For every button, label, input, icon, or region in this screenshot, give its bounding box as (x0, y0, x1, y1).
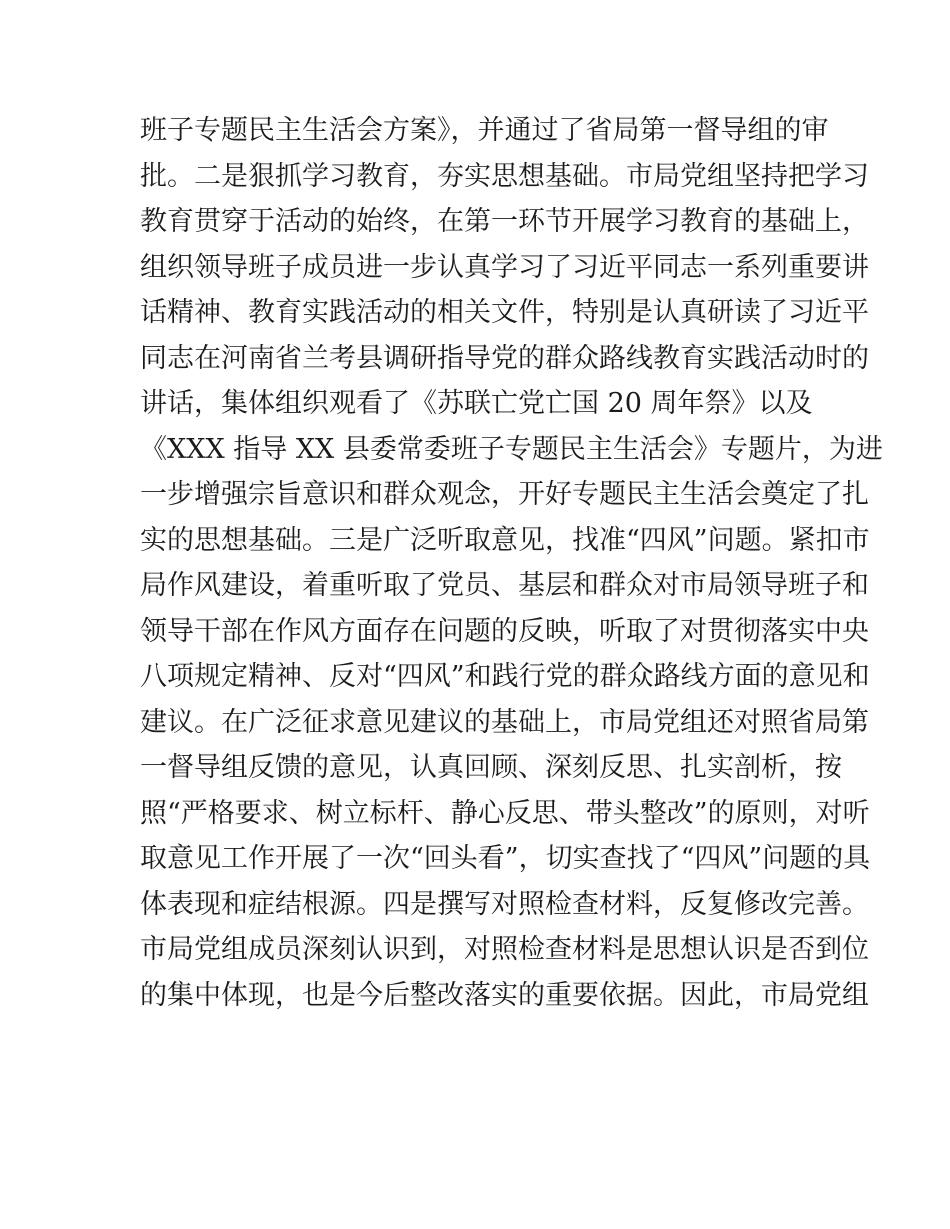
text-line: 局作风建设，着重听取了党员、基层和群众对市局领导班子和 (140, 570, 869, 601)
text-line: 取意见工作开展了一次“回头看”，切实查找了“四风”问题的具 (140, 843, 871, 874)
text-line: 一督导组反馈的意见，认真回顾、深刻反思、扎实剖析，按 (140, 752, 842, 783)
text-line: 实的思想基础。三是广泛听取意见，找准“四风”问题。紧扣市 (140, 524, 870, 556)
text-line: 话精神、教育实践活动的相关文件，特别是认真研读了习近平 (140, 297, 869, 328)
text-line: 班子专题民主生活会方案》，并通过了省局第一督导组的审 (140, 115, 829, 146)
text-line: 同志在河南省兰考县调研指导党的群众路线教育实践活动时的 (140, 342, 869, 374)
text-line: 《XXX 指导 XX 县委常委班子专题民主生活会》专题片，为进 (140, 433, 883, 465)
text-line: 批。二是狠抓学习教育，夯实思想基础。市局党组坚持把学习 (140, 160, 869, 192)
text-line: 组织领导班子成员进一步认真学习了习近平同志一系列重要讲 (140, 251, 869, 283)
text-line: 建议。在广泛征求意见建议的基础上，市局党组还对照省局第 (140, 706, 869, 738)
body-text (140, 108, 883, 1018)
text-line: 八项规定精神、反对“四风”和践行党的群众路线方面的意见和 (140, 661, 870, 692)
text-line: 体表现和症结根源。四是撰写对照检查材料，反复修改完善。 (140, 888, 869, 920)
text-line: 市局党组成员深刻认识到，对照检查材料是思想认识是否到位 (140, 934, 869, 965)
text-line: 讲话，集体组织观看了《苏联亡党亡国 20 周年祭》以及 (140, 388, 813, 419)
text-line: 领导干部在作风方面存在问题的反映，听取了对贯彻落实中央 (140, 615, 869, 647)
text-line: 的集中体现，也是今后整改落实的重要依据。因此，市局党组 (140, 979, 869, 1011)
text-line: 照“严格要求、树立标杆、静心反思、带头整改”的原则，对听 (140, 797, 870, 829)
text-line: 一步增强宗旨意识和群众观念，开好专题民主生活会奠定了扎 (140, 479, 869, 510)
text-line: 教育贯穿于活动的始终，在第一环节开展学习教育的基础上， (140, 206, 869, 237)
